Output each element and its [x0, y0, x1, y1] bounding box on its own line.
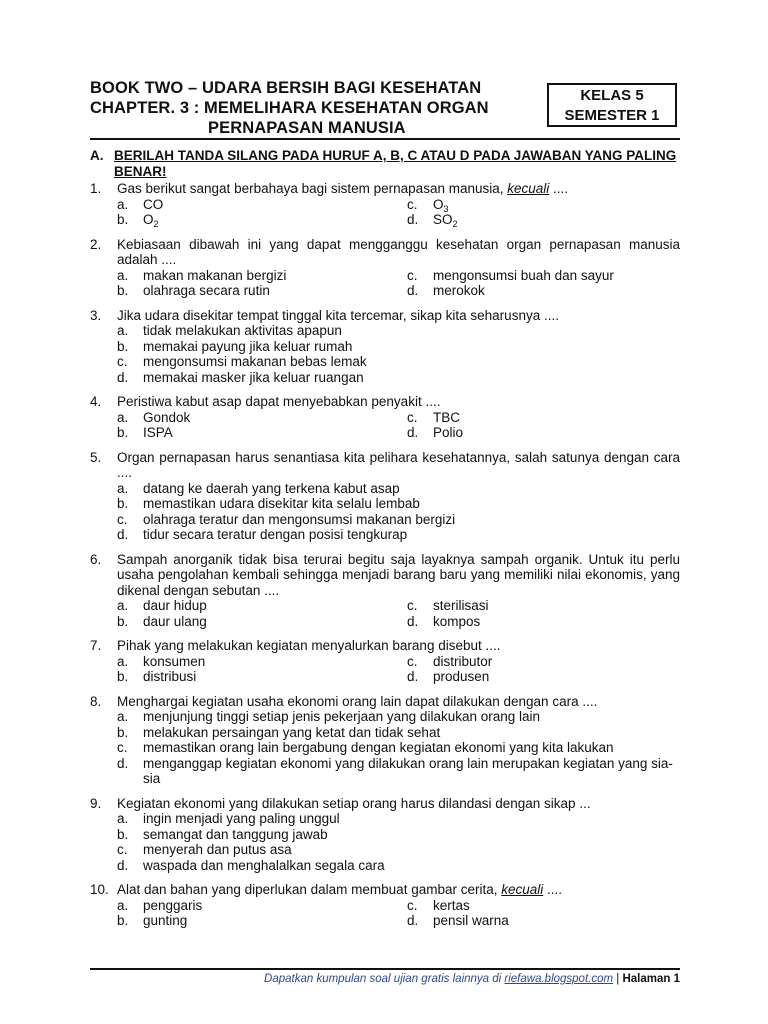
answer-options — [117, 709, 680, 787]
option-text-main: penggaris — [143, 897, 203, 913]
option-text-main: distribusi — [143, 669, 197, 684]
page-footer — [90, 972, 680, 986]
option-text-main: melakukan persaingan yang ketat dan tidak sehat — [143, 724, 441, 740]
option-text — [143, 858, 680, 874]
option-text — [143, 709, 680, 725]
option-letter: a. — [117, 480, 129, 496]
option-text — [143, 283, 407, 299]
option-letter: d. — [407, 913, 419, 928]
option-text — [143, 481, 680, 497]
question-item — [90, 796, 680, 874]
option-letter: c. — [117, 511, 128, 527]
answer-option[interactable] — [407, 268, 680, 284]
question-item — [90, 181, 680, 228]
option-text-main: ISPA — [143, 425, 173, 440]
question-item — [90, 882, 680, 929]
option-letter: d. — [407, 212, 419, 227]
answer-option[interactable] — [117, 827, 680, 843]
answer-options — [117, 811, 680, 873]
option-letter: c. — [407, 598, 418, 613]
answer-option[interactable] — [117, 339, 680, 355]
question-text-end: .... — [549, 181, 569, 196]
answer-option[interactable] — [117, 913, 407, 929]
answer-option[interactable] — [407, 898, 680, 914]
option-text — [143, 212, 407, 228]
option-letter: b. — [117, 338, 129, 354]
option-text-main: mengonsumsi makanan bebas lemak — [143, 354, 367, 369]
option-text — [143, 811, 680, 827]
answer-option[interactable] — [117, 598, 407, 614]
option-text — [433, 898, 680, 914]
option-letter: d. — [407, 669, 419, 684]
option-letter: b. — [117, 613, 129, 629]
option-letter: d. — [117, 369, 129, 385]
question-item — [90, 694, 680, 787]
option-text — [143, 669, 407, 685]
option-text — [143, 614, 407, 630]
question-text — [117, 552, 680, 599]
answer-options — [117, 197, 680, 228]
answer-options — [117, 654, 680, 685]
option-text-main: makan makanan bergizi — [143, 267, 287, 283]
option-text — [143, 898, 407, 914]
answer-option[interactable] — [407, 283, 680, 299]
question-text-main: Pihak yang melakukan kegiatan menyalurkan barang disebut .... — [117, 638, 501, 653]
option-text — [433, 913, 680, 929]
option-text-main: ingin menjadi yang paling unggul — [143, 811, 340, 826]
option-text-main: merokok — [433, 283, 485, 298]
header-line-1: BOOK TWO – UDARA BERSIH BAGI KESEHATAN — [90, 79, 482, 97]
question-number: 1. — [90, 181, 102, 196]
option-text — [433, 425, 680, 441]
option-letter: b. — [117, 212, 129, 227]
answer-option[interactable] — [117, 709, 680, 725]
option-text-main: tidak melakukan aktivitas apapun — [143, 323, 342, 338]
question-text — [117, 796, 680, 812]
option-text — [143, 725, 680, 741]
option-letter: d. — [407, 283, 419, 298]
option-text — [433, 614, 680, 630]
question-number: 8. — [90, 693, 102, 709]
option-text — [143, 842, 680, 858]
option-text — [143, 654, 407, 670]
answer-option[interactable] — [117, 410, 407, 426]
option-letter: c. — [407, 196, 418, 212]
question-text — [117, 181, 680, 197]
chapter-header — [90, 78, 530, 138]
question-number: 4. — [90, 394, 102, 409]
option-text — [143, 323, 680, 339]
question-text-main: Peristiwa kabut asap dapat menyebabkan penyakit .... — [117, 394, 441, 409]
option-letter: c. — [117, 842, 128, 857]
option-text — [143, 339, 680, 355]
option-letter: c. — [407, 267, 418, 283]
question-text — [117, 882, 680, 898]
question-text — [117, 450, 680, 481]
question-text — [117, 638, 680, 654]
question-number: 6. — [90, 551, 102, 567]
option-letter: a. — [117, 409, 129, 425]
option-text-main: gunting — [143, 913, 188, 928]
answer-option[interactable] — [117, 740, 680, 756]
option-text-main: Polio — [433, 425, 464, 440]
option-text — [143, 496, 680, 512]
question-number: 10. — [90, 882, 109, 897]
question-text-main: Sampah anorganik tidak bisa terurai begitu saja layaknya sampah organik. Untuk itu perlu usaha pengolahan kembali sehingga menjadi barang baru yang memiliki nilai ekonomis, yang dikenal dengan sebutan .... — [117, 551, 680, 598]
section-title: BERILAH TANDA SILANG PADA HURUF A, B, C ATAU D PADA JAWABAN YANG PALING BENAR! — [114, 148, 677, 179]
answer-option[interactable] — [117, 811, 680, 827]
option-text-main: memastikan orang lain bergabung dengan kegiatan ekonomi yang kita lakukan — [143, 740, 614, 755]
option-letter: b. — [117, 425, 129, 440]
option-text — [433, 197, 680, 213]
option-text-main: sterilisasi — [433, 598, 489, 613]
option-subscript: 3 — [443, 203, 449, 214]
question-text-main: Kebiasaan dibawah ini yang dapat mengganggu kesehatan organ pernapasan manusia adalah .... — [117, 236, 680, 267]
question-text-main: Gas berikut sangat berbahaya bagi sistem pernapasan manusia, — [117, 181, 508, 196]
option-letter: a. — [117, 897, 129, 913]
answer-options — [117, 898, 680, 929]
answer-option[interactable] — [117, 527, 680, 543]
answer-option[interactable] — [117, 858, 680, 874]
answer-option[interactable] — [117, 370, 680, 386]
option-text — [143, 756, 680, 787]
question-emphasis: kecuali — [501, 882, 544, 897]
question-number: 9. — [90, 795, 102, 811]
option-text — [143, 354, 680, 370]
question-item — [90, 450, 680, 543]
answer-options — [117, 323, 680, 385]
option-letter: b. — [117, 496, 129, 511]
option-text-main: memakai masker jika keluar ruangan — [143, 369, 364, 385]
option-letter: b. — [117, 283, 129, 298]
class-label: KELAS 5 — [580, 87, 644, 104]
header-line-2: CHAPTER. 3 : MEMELIHARA KESEHATAN ORGAN — [90, 99, 489, 117]
question-text — [117, 694, 680, 710]
answer-option[interactable] — [117, 898, 407, 914]
option-text-main: mengonsumsi buah dan sayur — [433, 267, 614, 283]
option-text-main: SO — [433, 212, 453, 227]
answer-options — [117, 410, 680, 441]
answer-options — [117, 481, 680, 543]
answer-option[interactable] — [407, 598, 680, 614]
option-text — [143, 197, 407, 213]
option-text — [143, 598, 407, 614]
option-letter: c. — [407, 409, 418, 425]
option-letter: a. — [117, 811, 129, 826]
question-text — [117, 237, 680, 268]
option-text — [143, 425, 407, 441]
question-number: 2. — [90, 236, 102, 252]
option-letter: b. — [117, 669, 129, 684]
option-text-main: O — [143, 212, 154, 227]
answer-option[interactable] — [117, 283, 407, 299]
option-text-main: distributor — [433, 653, 493, 669]
option-text-main: waspada dan menghalalkan segala cara — [143, 857, 385, 873]
option-text — [143, 410, 407, 426]
question-text-main: Jika udara disekitar tempat tinggal kita tercemar, sikap kita seharusnya .... — [117, 307, 559, 323]
question-text-main: Organ pernapasan harus senantiasa kita pelihara kesehatannya, salah satunya dengan cara .... — [117, 449, 680, 480]
option-letter: d. — [117, 755, 129, 771]
option-letter: d. — [407, 425, 419, 440]
option-letter: c. — [117, 354, 128, 369]
answer-option[interactable] — [117, 323, 680, 339]
option-text-main: menjunjung tinggi setiap jenis pekerjaan yang dilakukan orang lain — [143, 709, 541, 724]
semester-label: SEMESTER 1 — [564, 107, 660, 124]
option-letter: c. — [407, 653, 418, 669]
answer-option[interactable] — [117, 354, 680, 370]
option-text — [433, 410, 680, 426]
question-number: 3. — [90, 307, 102, 323]
option-text-main: olahraga secara rutin — [143, 283, 270, 298]
option-text — [143, 913, 407, 929]
option-text-main: menganggap kegiatan ekonomi yang dilakukan orang lain merupakan kegiatan yang sia-sia — [143, 755, 673, 786]
question-number: 5. — [90, 449, 102, 465]
option-text-main: memastikan udara disekitar kita selalu lembab — [143, 496, 420, 511]
question-item — [90, 552, 680, 630]
question-text-end: .... — [543, 882, 563, 897]
option-text — [433, 212, 680, 228]
option-text-main: kertas — [433, 897, 470, 913]
answer-option[interactable] — [117, 268, 407, 284]
question-list — [90, 181, 680, 938]
answer-option[interactable] — [407, 654, 680, 670]
option-text — [143, 827, 680, 843]
option-text-main: produsen — [433, 669, 490, 684]
answer-option[interactable] — [407, 212, 680, 228]
option-text-main: menyerah dan putus asa — [143, 842, 292, 857]
option-letter: a. — [117, 196, 129, 212]
top-divider — [90, 138, 680, 140]
option-text-main: daur ulang — [143, 613, 207, 629]
answer-option[interactable] — [117, 496, 680, 512]
answer-option[interactable] — [117, 669, 407, 685]
answer-option[interactable] — [117, 614, 407, 630]
question-emphasis: kecuali — [507, 181, 550, 196]
option-letter: b. — [117, 724, 129, 740]
option-letter: b. — [117, 913, 129, 928]
answer-option[interactable] — [407, 410, 680, 426]
option-letter: a. — [117, 653, 129, 669]
answer-option[interactable] — [117, 212, 407, 228]
question-text-main: Kegiatan ekonomi yang dilakukan setiap orang harus dilandasi dengan sikap ... — [117, 795, 591, 811]
option-text-main: datang ke daerah yang terkena kabut asap — [143, 480, 400, 496]
option-text — [433, 669, 680, 685]
question-text — [117, 394, 680, 410]
option-letter: a. — [117, 267, 129, 283]
answer-option[interactable] — [407, 913, 680, 929]
answer-option[interactable] — [407, 614, 680, 630]
option-letter: d. — [117, 527, 129, 542]
option-letter: c. — [117, 740, 128, 755]
answer-option[interactable] — [407, 197, 680, 213]
option-text-main: olahraga teratur dan mengonsumsi makanan bergizi — [143, 511, 456, 527]
option-text-main: TBC — [433, 409, 460, 425]
option-letter: b. — [117, 826, 129, 842]
question-text — [117, 308, 680, 324]
question-item — [90, 308, 680, 386]
option-subscript: 2 — [153, 219, 159, 229]
option-letter: d. — [407, 613, 419, 629]
option-text-main: daur hidup — [143, 598, 207, 613]
option-text-main: O — [433, 196, 444, 212]
option-text-main: CO — [143, 196, 164, 212]
answer-options — [117, 268, 680, 299]
option-text-main: memakai payung jika keluar rumah — [143, 338, 353, 354]
class-box — [547, 83, 677, 127]
question-item — [90, 638, 680, 685]
option-text — [143, 512, 680, 528]
option-letter: a. — [117, 598, 129, 613]
option-subscript: 2 — [452, 219, 458, 229]
option-text-main: konsumen — [143, 653, 206, 669]
footer-note: Dapatkan kumpulan soal ujian gratis lainnya di — [264, 973, 505, 985]
option-text-main: tidur secara teratur dengan posisi tengkurap — [143, 527, 408, 542]
answer-options — [117, 598, 680, 629]
option-text — [143, 740, 680, 756]
answer-option[interactable] — [117, 197, 407, 213]
header-line-3: PERNAPASAN MANUSIA — [208, 119, 406, 137]
question-item — [90, 394, 680, 441]
bottom-divider — [90, 968, 680, 970]
question-number: 7. — [90, 638, 102, 653]
answer-option[interactable] — [117, 842, 680, 858]
option-text-main: Gondok — [143, 409, 191, 425]
answer-option[interactable] — [407, 669, 680, 685]
footer-separator: | — [613, 973, 623, 985]
option-letter: a. — [117, 323, 129, 338]
answer-option[interactable] — [407, 425, 680, 441]
answer-option[interactable] — [117, 725, 680, 741]
option-letter: d. — [117, 857, 129, 873]
option-text — [143, 527, 680, 543]
answer-option[interactable] — [117, 425, 407, 441]
option-text — [143, 370, 680, 386]
option-letter: c. — [407, 897, 418, 913]
section-heading — [90, 148, 680, 180]
option-text — [433, 268, 680, 284]
question-text-main: Alat dan bahan yang diperlukan dalam membuat gambar cerita, — [117, 882, 502, 897]
answer-option[interactable] — [117, 481, 680, 497]
option-text — [433, 283, 680, 299]
footer-link[interactable]: riefawa.blogspot.com — [504, 973, 614, 985]
option-text — [433, 598, 680, 614]
question-item — [90, 237, 680, 299]
section-letter: A. — [90, 148, 104, 163]
option-text-main: kompos — [433, 613, 481, 629]
option-text-main: pensil warna — [433, 913, 509, 928]
option-text — [143, 268, 407, 284]
answer-option[interactable] — [117, 654, 407, 670]
page-number: Halaman 1 — [622, 973, 680, 985]
option-text-main: semangat dan tanggung jawab — [143, 826, 328, 842]
option-letter: a. — [117, 709, 129, 724]
answer-option[interactable] — [117, 756, 680, 787]
answer-option[interactable] — [117, 512, 680, 528]
option-text — [433, 654, 680, 670]
question-text-main: Menghargai kegiatan usaha ekonomi orang lain dapat dilakukan dengan cara .... — [117, 693, 598, 709]
